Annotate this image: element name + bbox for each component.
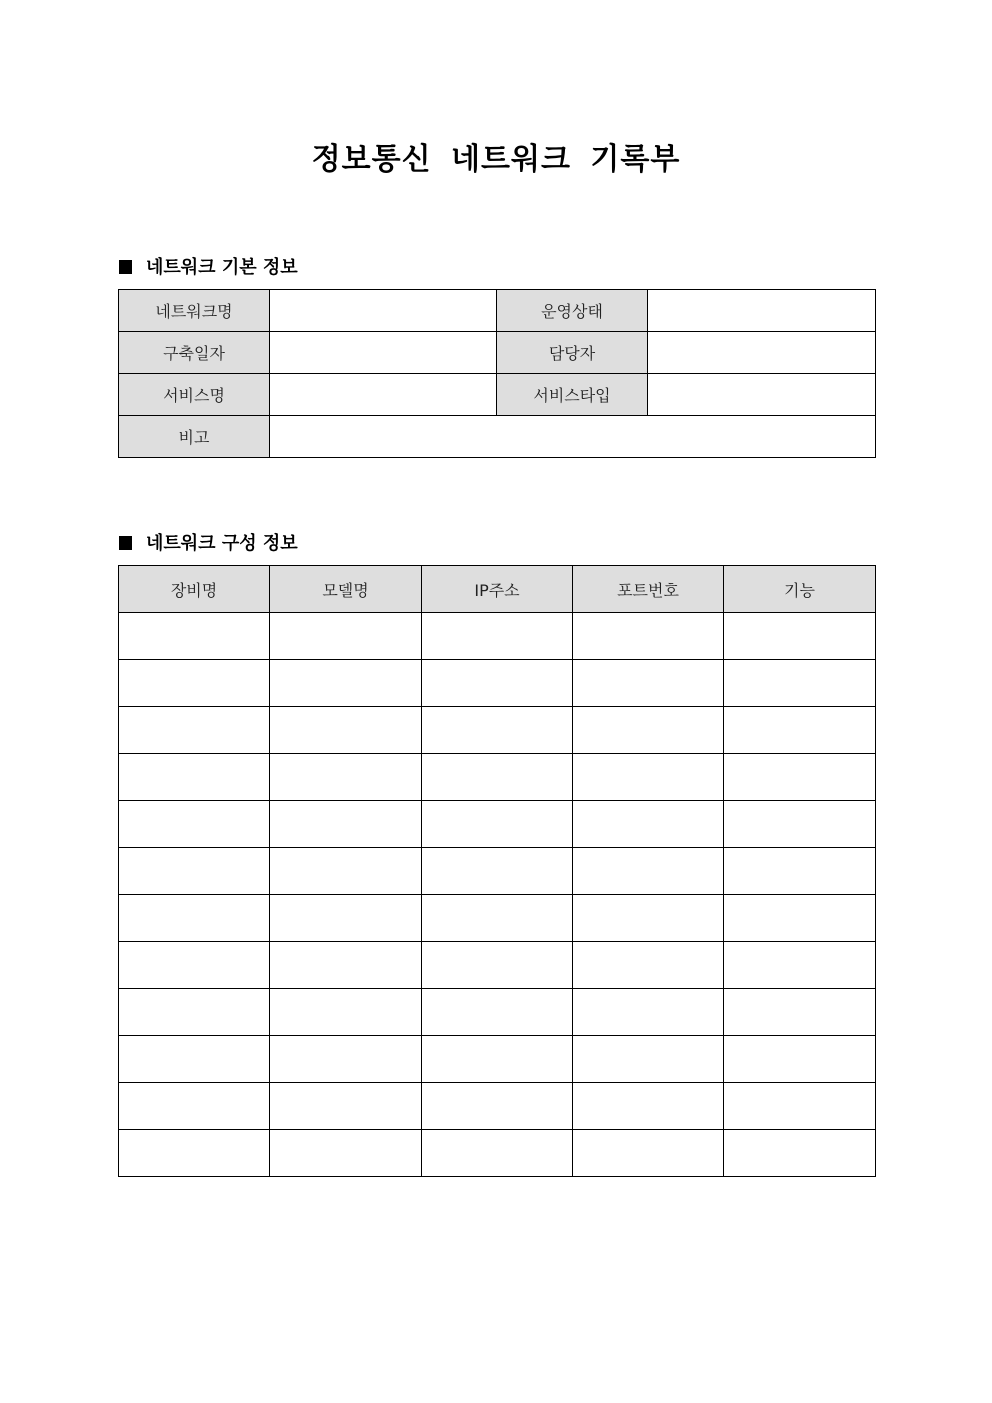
table-row bbox=[119, 895, 876, 942]
label-manager: 담당자 bbox=[497, 332, 648, 374]
table-row bbox=[119, 1130, 876, 1177]
table-row bbox=[119, 332, 876, 374]
cell-ip-address[interactable] bbox=[422, 707, 573, 754]
cell-port-number[interactable] bbox=[573, 660, 724, 707]
cell-function[interactable] bbox=[724, 754, 876, 801]
cell-function[interactable] bbox=[724, 848, 876, 895]
cell-model-name[interactable] bbox=[270, 801, 422, 848]
page-title: 정보통신 네트워크 기록부 bbox=[311, 142, 681, 177]
cell-model-name[interactable] bbox=[270, 942, 422, 989]
table-row bbox=[119, 707, 876, 754]
cell-function[interactable] bbox=[724, 707, 876, 754]
field-service-name[interactable] bbox=[270, 374, 497, 416]
cell-port-number[interactable] bbox=[573, 801, 724, 848]
cell-function[interactable] bbox=[724, 989, 876, 1036]
cell-ip-address[interactable] bbox=[422, 801, 573, 848]
cell-port-number[interactable] bbox=[573, 942, 724, 989]
cell-port-number[interactable] bbox=[573, 754, 724, 801]
cell-model-name[interactable] bbox=[270, 848, 422, 895]
cell-ip-address[interactable] bbox=[422, 895, 573, 942]
table-row bbox=[119, 989, 876, 1036]
cell-ip-address[interactable] bbox=[422, 660, 573, 707]
cell-device-name[interactable] bbox=[119, 1083, 270, 1130]
cell-model-name[interactable] bbox=[270, 1130, 422, 1177]
cell-port-number[interactable] bbox=[573, 1036, 724, 1083]
table-row bbox=[119, 613, 876, 660]
cell-device-name[interactable] bbox=[119, 801, 270, 848]
cell-device-name[interactable] bbox=[119, 848, 270, 895]
square-bullet-icon bbox=[119, 260, 132, 274]
label-service-type: 서비스타입 bbox=[497, 374, 648, 416]
label-operation-status: 운영상태 bbox=[497, 290, 648, 332]
column-header-model-name: 모델명 bbox=[270, 566, 422, 613]
section-heading-config-label: 네트워크 구성 정보 bbox=[146, 533, 298, 554]
field-service-type[interactable] bbox=[648, 374, 876, 416]
label-service-name: 서비스명 bbox=[119, 374, 270, 416]
cell-device-name[interactable] bbox=[119, 754, 270, 801]
cell-model-name[interactable] bbox=[270, 1036, 422, 1083]
table-row bbox=[119, 801, 876, 848]
section-heading-config bbox=[119, 529, 298, 555]
cell-ip-address[interactable] bbox=[422, 1130, 573, 1177]
label-remarks: 비고 bbox=[119, 416, 270, 458]
cell-function[interactable] bbox=[724, 1036, 876, 1083]
cell-function[interactable] bbox=[724, 1083, 876, 1130]
cell-ip-address[interactable] bbox=[422, 942, 573, 989]
label-network-name: 네트워크명 bbox=[119, 290, 270, 332]
cell-model-name[interactable] bbox=[270, 895, 422, 942]
cell-device-name[interactable] bbox=[119, 989, 270, 1036]
cell-ip-address[interactable] bbox=[422, 989, 573, 1036]
cell-model-name[interactable] bbox=[270, 1083, 422, 1130]
table-row bbox=[119, 942, 876, 989]
cell-port-number[interactable] bbox=[573, 848, 724, 895]
cell-ip-address[interactable] bbox=[422, 1036, 573, 1083]
field-manager[interactable] bbox=[648, 332, 876, 374]
cell-port-number[interactable] bbox=[573, 1083, 724, 1130]
column-header-port-number: 포트번호 bbox=[573, 566, 724, 613]
table-header-row bbox=[119, 566, 876, 613]
cell-function[interactable] bbox=[724, 895, 876, 942]
section-heading-basic bbox=[119, 253, 298, 279]
config-info-table bbox=[118, 565, 876, 1177]
cell-device-name[interactable] bbox=[119, 613, 270, 660]
cell-ip-address[interactable] bbox=[422, 754, 573, 801]
field-operation-status[interactable] bbox=[648, 290, 876, 332]
table-row bbox=[119, 848, 876, 895]
cell-device-name[interactable] bbox=[119, 660, 270, 707]
field-network-name[interactable] bbox=[270, 290, 497, 332]
cell-model-name[interactable] bbox=[270, 707, 422, 754]
table-row bbox=[119, 1083, 876, 1130]
basic-info-table bbox=[118, 289, 876, 458]
cell-device-name[interactable] bbox=[119, 1130, 270, 1177]
table-row bbox=[119, 660, 876, 707]
cell-port-number[interactable] bbox=[573, 707, 724, 754]
table-row bbox=[119, 754, 876, 801]
label-build-date: 구축일자 bbox=[119, 332, 270, 374]
square-bullet-icon bbox=[119, 536, 132, 550]
cell-function[interactable] bbox=[724, 660, 876, 707]
table-row bbox=[119, 374, 876, 416]
table-row bbox=[119, 1036, 876, 1083]
cell-ip-address[interactable] bbox=[422, 613, 573, 660]
field-build-date[interactable] bbox=[270, 332, 497, 374]
cell-function[interactable] bbox=[724, 801, 876, 848]
section-heading-basic-label: 네트워크 기본 정보 bbox=[146, 257, 298, 278]
table-row bbox=[119, 416, 876, 458]
cell-model-name[interactable] bbox=[270, 754, 422, 801]
cell-device-name[interactable] bbox=[119, 895, 270, 942]
cell-function[interactable] bbox=[724, 942, 876, 989]
field-remarks[interactable] bbox=[270, 416, 876, 458]
column-header-function: 기능 bbox=[724, 566, 876, 613]
column-header-device-name: 장비명 bbox=[119, 566, 270, 613]
cell-port-number[interactable] bbox=[573, 1130, 724, 1177]
cell-model-name[interactable] bbox=[270, 989, 422, 1036]
cell-ip-address[interactable] bbox=[422, 848, 573, 895]
cell-device-name[interactable] bbox=[119, 1036, 270, 1083]
cell-model-name[interactable] bbox=[270, 613, 422, 660]
cell-function[interactable] bbox=[724, 613, 876, 660]
cell-function[interactable] bbox=[724, 1130, 876, 1177]
cell-port-number[interactable] bbox=[573, 613, 724, 660]
cell-device-name[interactable] bbox=[119, 942, 270, 989]
cell-ip-address[interactable] bbox=[422, 1083, 573, 1130]
column-header-ip-address: IP주소 bbox=[422, 566, 573, 613]
cell-port-number[interactable] bbox=[573, 895, 724, 942]
cell-port-number[interactable] bbox=[573, 989, 724, 1036]
cell-device-name[interactable] bbox=[119, 707, 270, 754]
cell-model-name[interactable] bbox=[270, 660, 422, 707]
table-row bbox=[119, 290, 876, 332]
